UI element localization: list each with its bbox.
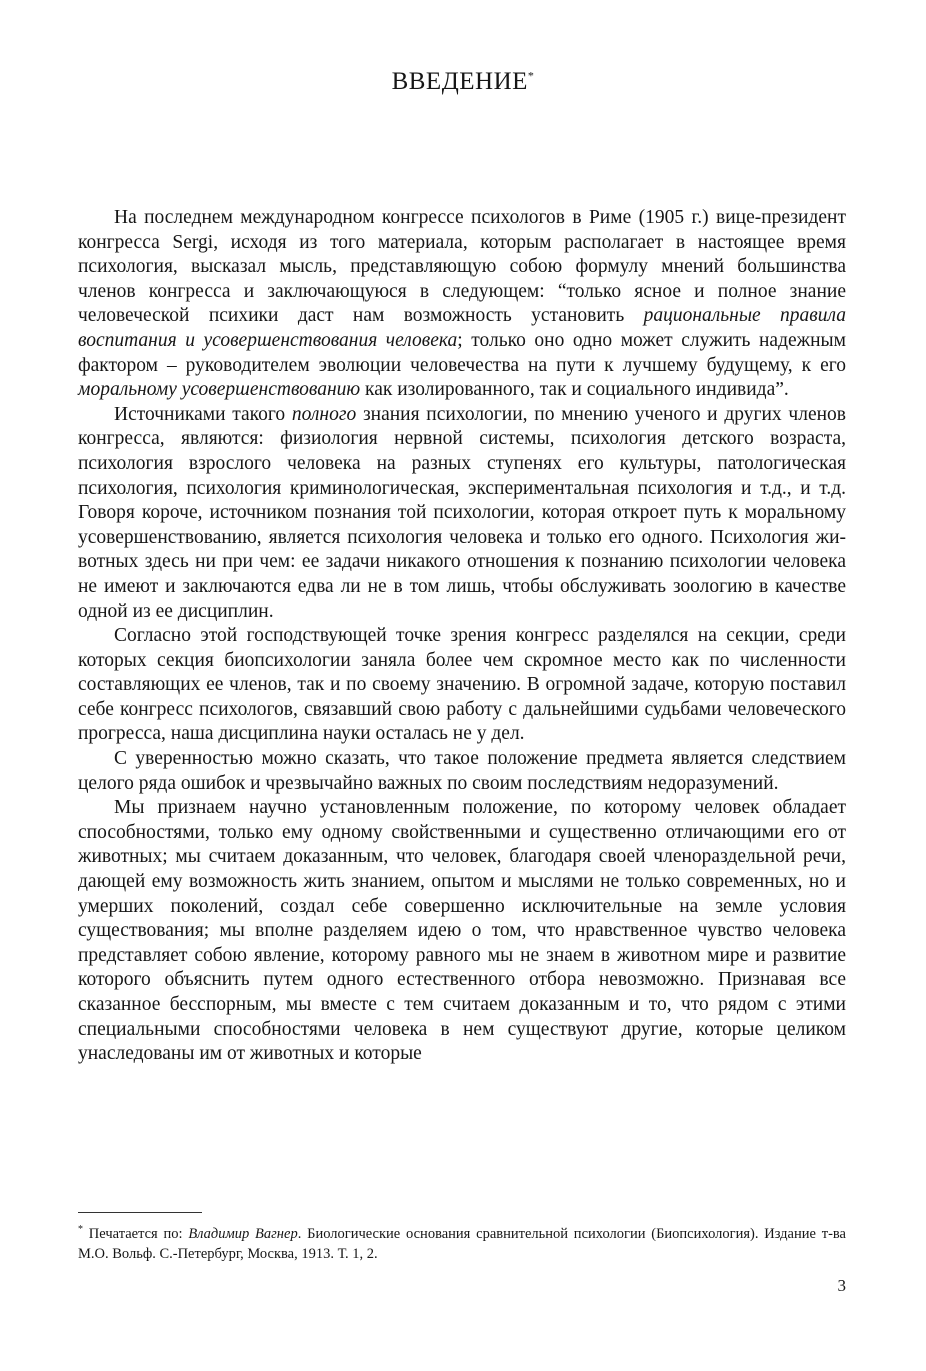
- p2-text-2: знания психологии, по мнению ученого и других членов конгресса, являются: физиология нервной системы, психология детского возраста, психология взрослого человека на разных ступенях его культуры, патологическая психология, психология криминологическая, экспериментальная психология и т.д., и т.д. Говоря короче, источником познания той психологии, которая откроет путь к моральному усовершенствованию, является психология человека и только его одного. Психология животных здесь ни при чем: ее задачи никакого отношения к познанию психологии человека не имеют и заключаются едва ли не в том лишь, чтобы обслуживать зоологию в качестве одной из ее дисциплин.: [78, 403, 846, 622]
- footnote-text-2: . Биологические основания сравнительной психологии (Биопсихология). Издание т-ва М.О. Вольф. С.-Петербург, Москва, 1913. Т. 1, 2.: [78, 1225, 846, 1262]
- p1-italic-1: рациональные правила воспитания и усовершенствования человека: [78, 305, 846, 351]
- p5-text: Мы признаем научно установленным положение, по которому человек обладает способностями, только ему одному свойственными и существенно отличающими его от животных; мы считаем доказанным, что человек, благодаря своей членораздельной речи, дающей ему возможность жить знанием, опытом и мыслями не только современных, но и умерших поколений, создал себе совершенно исключительные на земле условия существования; мы вполне разделяем идею о том, что нравственное чувство человека представляет собою явление, которому равного мы не знаем в животном мире и развитие которого объяснить путем одного естественного отбора невозможно. Признавая все сказанное бесспорным, мы вместе с тем считаем доказанным и то, что рядом с этими специальными способностями человека в нем существуют другие, которые целиком унаследованы им от животных и которые: [78, 797, 846, 1065]
- p1-text-3: как изолированного, так и социального индивида”.: [360, 379, 789, 401]
- footnote-mark: *: [78, 1224, 83, 1235]
- paragraph-5: [78, 796, 846, 1067]
- footnote-text-1: Печатается по:: [83, 1225, 189, 1242]
- paragraph-3: [78, 624, 846, 747]
- body-text: [78, 206, 846, 1067]
- p2-text: Источниками такого: [114, 403, 292, 425]
- paragraph-4: [78, 747, 846, 796]
- p1-text: На последнем международном конгрессе психологов в Риме (1905 г.) вице-президент конгресса Sergi, исходя из того материала, которым располагает в настоящее время психология, высказал мысль, представляющую собою формулу мнений большинства членов конгресса и заключающуюся в следующем: “только ясное и полное знание человеческой психики даст нам возможность установить: [78, 207, 846, 327]
- title-footnote-mark: *: [527, 68, 535, 83]
- paragraph-1: [78, 206, 846, 403]
- p1-text-2: ; только оно одно может служить надежным фактором – руководителем эволюции человечества на пути к лучшему будущему, к его: [78, 329, 847, 376]
- p3-text: Согласно этой господствующей точке зрения конгресс разделялся на секции, среди которых секция биопсихологии заняла более чем скромное место как по численности составляющих ее членов, так и по своему значению. В огромной задаче, которую поставил себе конгресс психологов, связавший свою работу с дальнейшими судьбами человеческого прогресса, наша дисциплина науки осталась не у дел.: [78, 625, 846, 745]
- footnote: [78, 1220, 846, 1264]
- p4-text: С уверенностью можно сказать, что такое положение предмета является следствием целого ряда ошибок и чрезвычайно важных по своим последствиям недоразумений.: [78, 748, 846, 794]
- page-title: [0, 68, 926, 96]
- footnote-divider: [78, 1212, 202, 1213]
- page-number: 3: [837, 1276, 846, 1295]
- p2-italic: полного: [291, 403, 357, 425]
- page-title-text: ВВЕДЕНИЕ: [391, 68, 528, 95]
- p1-italic-2: моральному усовершенствованию: [78, 379, 361, 401]
- paragraph-2: [78, 403, 846, 624]
- footnote-author: Владимир Вагнер: [188, 1225, 298, 1242]
